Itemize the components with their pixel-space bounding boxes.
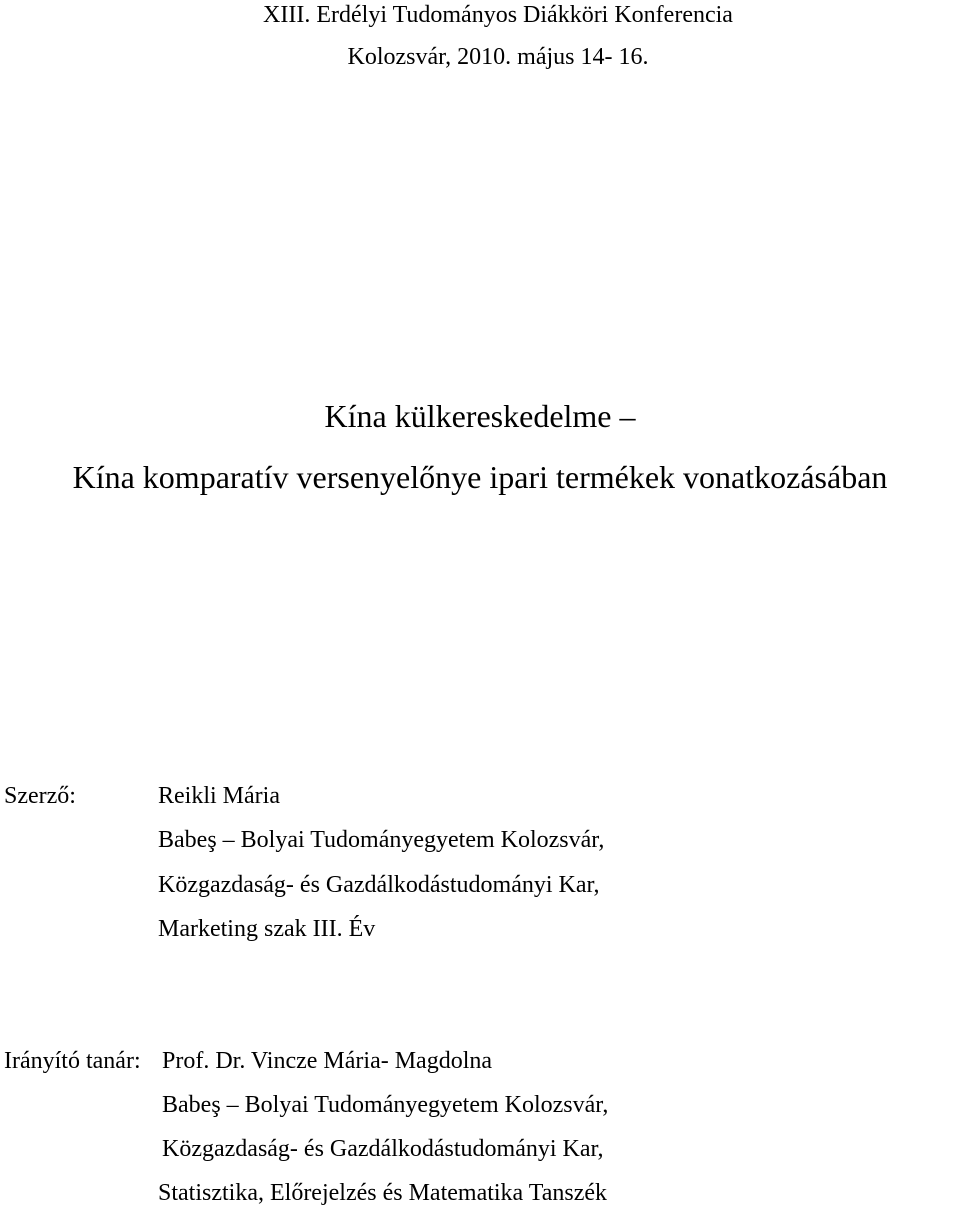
supervisor-department: Statisztika, Előrejelzés és Matematika Tanszék	[158, 1180, 608, 1206]
title-line-1: Kína külkereskedelme –	[324, 398, 636, 434]
conference-name: XIII. Erdélyi Tudományos Diákköri Konferencia	[263, 2, 733, 28]
author-program: Marketing szak III. Év	[158, 916, 376, 942]
author-label: Szerző:	[4, 783, 76, 809]
supervisor-faculty: Közgazdaság- és Gazdálkodástudományi Kar,	[162, 1136, 604, 1162]
title-line-2: Kína komparatív versenyelőnye ipari termékek vonatkozásában	[72, 459, 888, 495]
supervisor-label: Irányító tanár:	[4, 1048, 141, 1074]
author-university: Babeş – Bolyai Tudományegyetem Kolozsvár,	[158, 827, 605, 853]
author-faculty: Közgazdaság- és Gazdálkodástudományi Kar,	[158, 872, 600, 898]
supervisor-name: Prof. Dr. Vincze Mária- Magdolna	[162, 1048, 493, 1074]
author-name: Reikli Mária	[158, 783, 280, 809]
conference-place-date: Kolozsvár, 2010. május 14- 16.	[347, 44, 649, 70]
supervisor-university: Babeş – Bolyai Tudományegyetem Kolozsvár,	[162, 1092, 609, 1118]
